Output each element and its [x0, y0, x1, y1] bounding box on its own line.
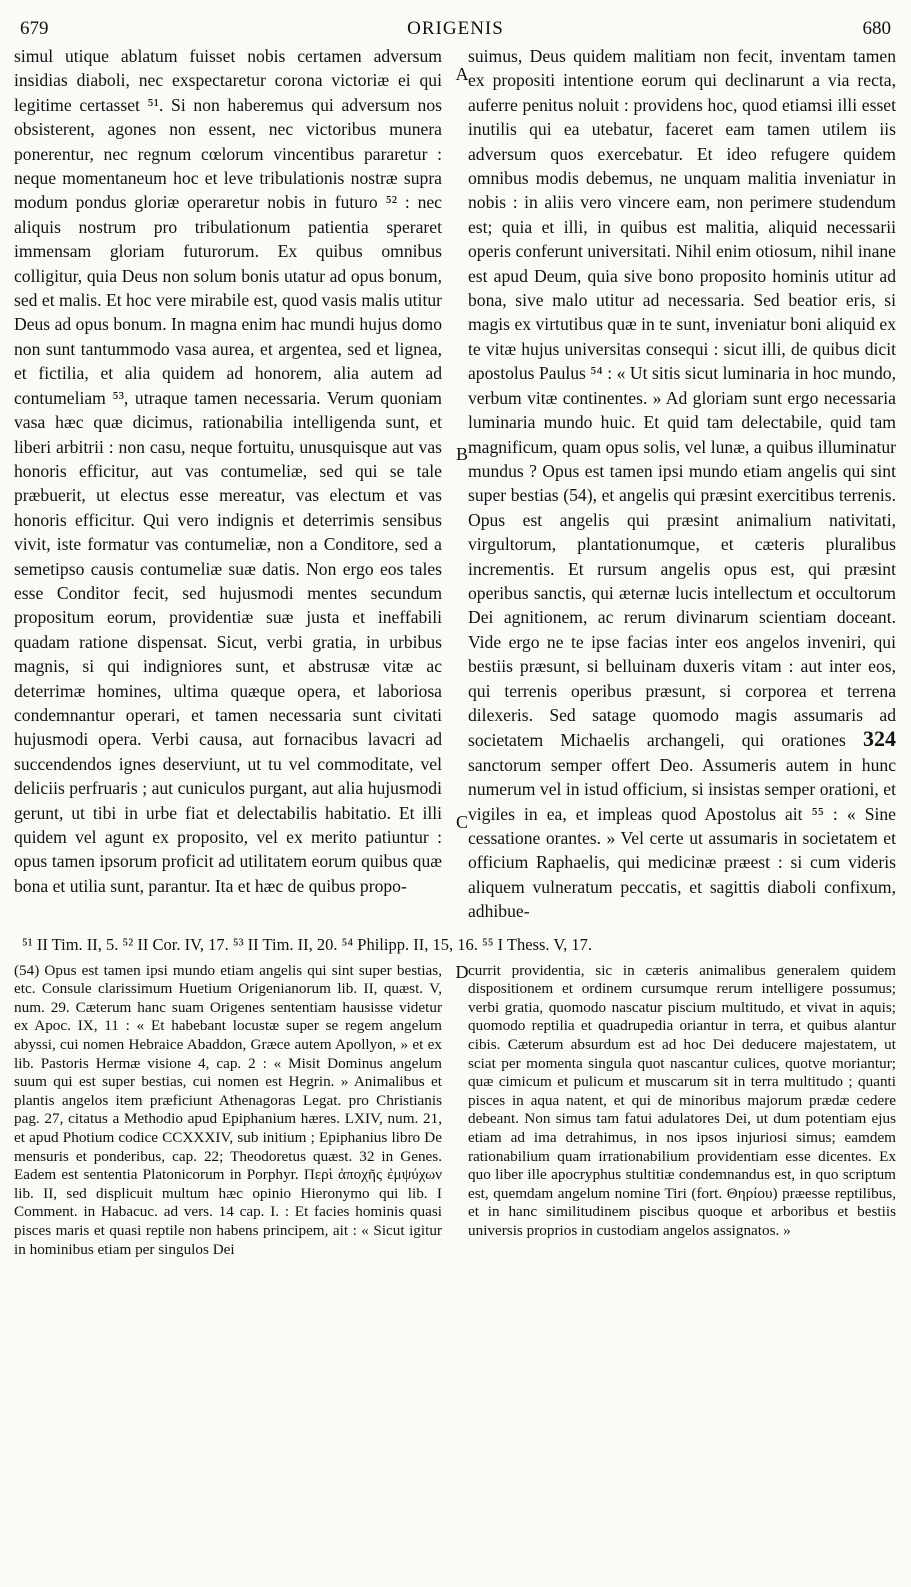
left-column-text: simul utique ablatum fuisset nobis certamen adversum insidias diaboli, nec exspectaretur corona victoriæ ei qui legitime certasset ⁵¹. Si non haberemus qui adversum nos obsisterent, agones non essent, nec victoribus munera ponerentur, nec regnum cœlorum vincentibus pararetur : neque momentaneum hoc et leve tribulationis nostræ supra modum pondus gloriæ operaretur nobis in futuro ⁵² : nec aliquis nostrum pro tribulationum patientia speraret immensam gloriam futurorum. Ex quibus omnibus colligitur, quia Deus non solum bonis utatur ad opus bonum, sed et malis. Et hoc vere mirabile est, quod vasis malis utitur Deus ad opus bonum. In magna enim hac mundi hujus domo non sunt tantummodo vasa aurea, et argentea, sed et lignea, et fictilia, et alia quidem ad honorem, alia autem ad contumeliam ⁵³, utraque tamen necessaria. Verum quoniam vasa hæc quæ dicimus, rationabilia intelligenda sunt, et liberi arbitrii : non casu, neque fortuitu, unusquisque aut vas honoris efficitur, aut vas contumeliæ, sed qui se tale præbuerit, ut electus esse mereatur, vas electum et vas honoris efficitur. Qui vero indignis et deterrimis sensibus vivit, iste formatur vas contumeliæ, non a Conditore, sed a semetipso causis contumeliæ suæ datis. Non ergo eos tales esse Conditor fecit, sed hujusmodi mentes secundum propositum eorum, providentiæ suæ justa et ineffabili quadam ratione dispensat. Sicut, verbi gratia, in urbibus magnis, si qui indigniores sunt, et abstrusæ vitæ ac deterrimæ homines, ultima quæque opera, et laboriosa condemnantur operari, et tamen necessaria sunt civitati hujusmodi opera. Verbi causa, aut fornacibus lavacri ad succendendos ignes deserviunt, ut tu vel commoditate, vel deliciis perfruaris ; aut cuniculos purgant, aut alia hujusmodi gerunt, ut tibi in urbe fiat et delectabilis habitatio. Et illi quidem vel agunt ex proposito, vel ex merito patiuntur : opus tamen ipsorum proficit ad utilitatem eorum quibus quæ bona et utilia sunt, parantur. Ita et hæc de quibus propo- [14, 46, 442, 896]
note-54-continued: currit providentia, sic in cæteris animalibus generalem quidem dispositionem et ordinem cursumque rerum intelligere possumus; verbi gratia, quomodo nascatur piscium multitudo, et vivat in aquis; quomodo reptilia et quadrupedia oriantur in terra, et quibus alantur cibis. Cæterum absurdum est ad hoc Dei deducere majestatem, ut sciat per momenta singula quot nascantur culices, quotve moriantur; quæ cimicum et pulicum et muscarum sit in terra multitudo ; quanti pisces in aqua natent, et qui de minoribus majorum prædæ cedere debeant. Non simus tam fatui adulatores Dei, ut dum potentiam ejus etiam ad ima detrahimus, in nos ipsos injuriosi simus; eamdem rationabilium quam irrationabilium providentiam esse dicentes. Ex quo liber ille apocryphus stultitiæ condemnandus est, in quo scriptum est, quemdam angelum nomine Tiri (fort. Θηρίου) præesse reptilibus, et in hanc similitudinem piscibus quoque et arboribus et bestiis universis proprios in custodiam angelos assignatos. » [468, 961, 896, 1239]
marginal-page-number: 324 [863, 726, 896, 752]
right-text-part-1: suimus, Deus quidem malitiam non fecit, inventam tamen ex propositi intentione eorum qui declinarunt a via recta, auferre penitus noluit : providens hoc, quod etiamsi illi esset inutilis qui ea utebatur, faceret eam tamen utilem iis adversum quos exercebatur. Et ideo refugere quidem omnibus modis debemus, ne unquam malitia inveniatur in nobis : in aliis vero vincere eam, non perimere studendum est; quia et illi, in quibus est malitia, aliquid necessarii operis conferunt universitati. Nihil enim otiosum, nihil inane est apud Deum, quia sive bono proposito hominis utitur ad bona, sive malo utitur ad necessaria. Sed beatior eris, si magis ex virtutibus quæ in te sunt, inveniatur boni aliquid ex te vitæ hujus universitas consequi : sicut illi, de quibus dicit apostolus Paulus ⁵⁴ : « Ut sitis sicut luminaria in hoc mundo, verbum vitæ continentes. » Ad gloriam sunt ergo necessaria luminaria mundo huic. Et quid tam delectabile, quid tam magnificum, quam opus solis, vel lunæ, a quibus illuminatur mundus ? Opus est tamen ipsi mundo etiam angelis qui sint super bestias (54), et angelis qui præsint exercitibus terrenis. Opus est angelis qui præsint animalium nativitati, virgultorum, plantationumque, et cæteris pluralibus incrementis. Et rursum angelis opus est, qui præsint operibus sanctis, qui æternæ lucis intellectum et occultorum Dei agnitionem, ac rerum divinarum scientiam doceant. Vide ergo ne te ipse facias inter eos angelos inveniri, qui bestiis præsunt, si belluinam duxeris vitam : aut inter eos, qui terrenis operibus præsunt, si corporea et terrena dilexeris. Sed satage quomodo magis assumaris ad societatem Michaelis archangeli, qui orationes [468, 46, 896, 751]
right-column [468, 44, 896, 924]
footnote-references: ⁵¹ II Tim. II, 5. ⁵² II Cor. IV, 17. ⁵³ II Tim. II, 20. ⁵⁴ Philipp. II, 15, 16. ⁵⁵ I Thess. V, 17. [22, 934, 593, 954]
left-column [14, 44, 442, 924]
main-text [14, 44, 897, 924]
section-marker-c: C [455, 812, 468, 832]
note-54: (54) Opus est tamen ipsi mundo etiam angelis qui sint super bestias, etc. Consule clarissimum Huetium Origenianorum lib. II, quæst. V, num. 29. Cæterum hanc suam Origenes sententiam hausisse videtur ex Apoc. IX, 11 : « Et habebant locustæ super se regem angelum abyssi, cui nomen Hebraice Abaddon, Græce autem Apollyon, » et ex lib. Pastoris Hermæ visione 4, cap. 2 : « Misit Dominus angelum suum qui est super bestias, cui nomen est Hegrin. » Animalibus et plantis angelos item præficiunt Athenagoras Legat. pro Christianis pag. 27, citatus a Methodio apud Epiphanium hæres. LXIV, num. 21, et apud Photium codice CCXXXIV, sub initium ; Epiphanius libro De mensuris et ponderibus, cap. 22; Theodoretus quæst. 32 in Genes. Eadem est sententia Platonicorum in Porphyr. Περὶ ἀποχῆς ἐμψύχων lib. II, sed displicuit multum hæc opinio Hieronymo qui lib. I Comment. in Habacuc. ad vers. 14 cap. I. : Et facies hominis quasi pisces maris et quasi reptile non habens principem, ait : « Sicut igitur in hominibus etiam per singulos Dei [14, 961, 442, 1258]
section-marker-d: D [455, 961, 469, 982]
page-header [14, 10, 897, 44]
notes-section [14, 962, 897, 1260]
notes-left-column [14, 962, 442, 1260]
section-marker-b: B [455, 444, 468, 464]
right-text-part-2: sanctorum semper offert Deo. Assumeris autem in hunc numerum vel in istud officium, si insistas semper orationi, et vigiles in ea, et impleas quod Apostolus ait ⁵⁵ : « Sine cessatione orantes. » Vel certe ut assumaris in societatem et officium Raphaelis, qui medicinæ præest : si cum videris aliquem vulneratum peccatis, et sagittis diaboli confixum, adhibue- [468, 754, 896, 922]
section-marker-a: A [455, 64, 469, 84]
running-title: ORIGENIS [407, 18, 504, 39]
page-number-right: 680 [862, 18, 891, 39]
page-number-left: 679 [20, 18, 49, 39]
right-column-text [468, 44, 896, 924]
notes-right-column [468, 962, 896, 1260]
